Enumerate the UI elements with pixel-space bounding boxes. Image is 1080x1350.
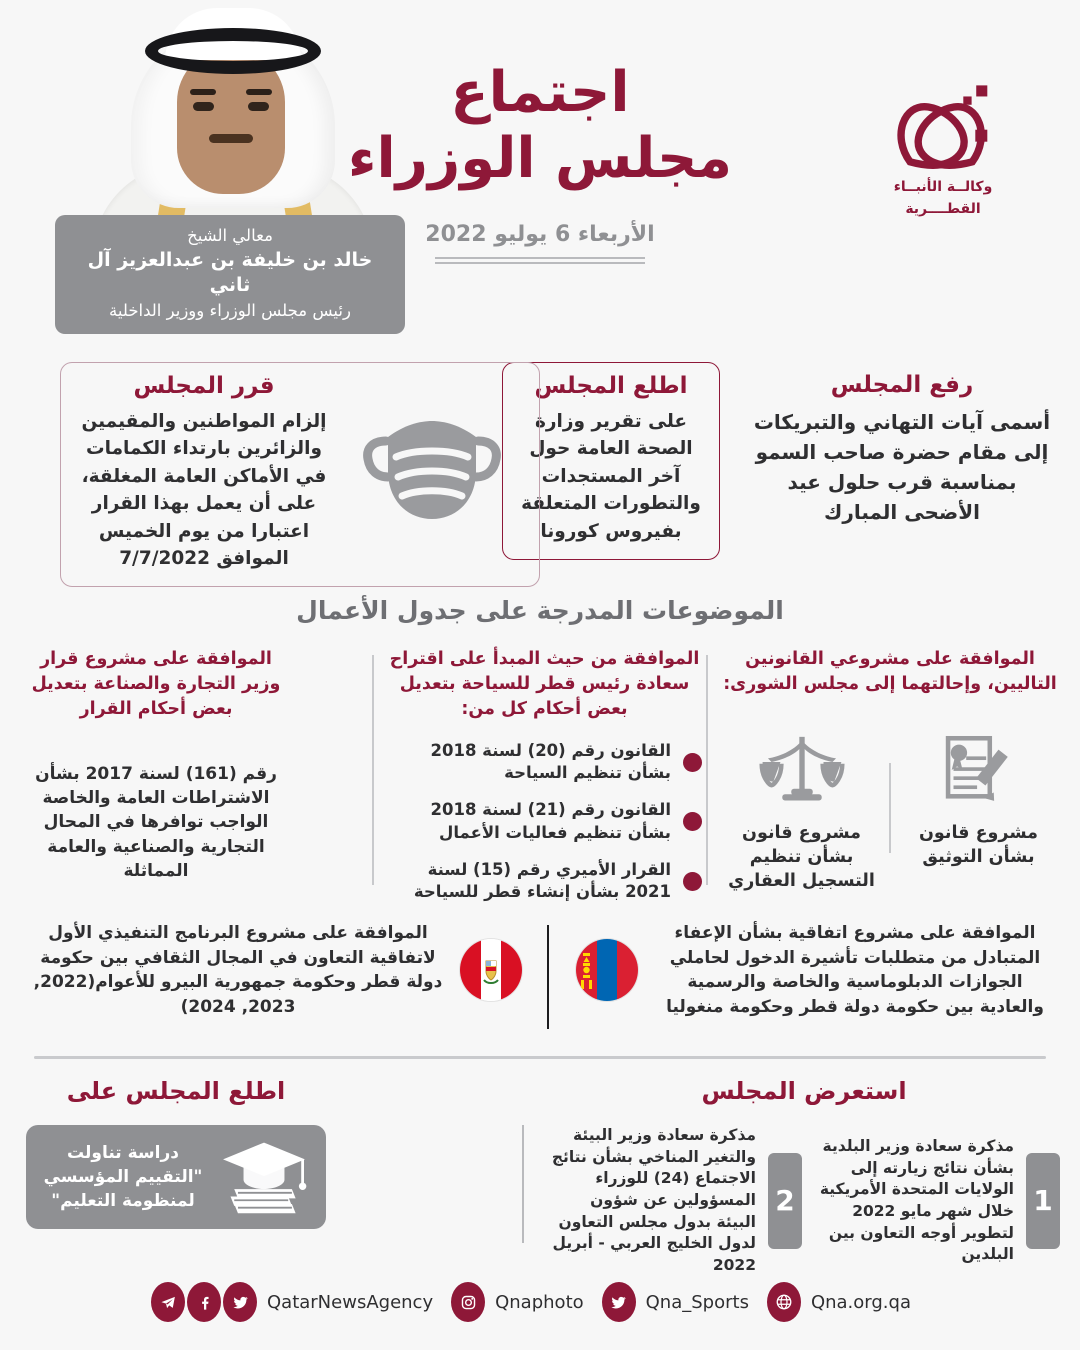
card-decided-body: إلزام المواطنين والمقيمين والزائرين بارتداء الكمامات في الأماكن العامة المغلقة، على أن يعمل بهذا القرار اعتبارا من يوم الخميس الموافق 7/7/2022	[81, 411, 327, 569]
trade-column-body: رقم (161) لسنة 2017 بشأن الاشتراطات العامة والخاصة الواجب توافرها في المحال التجارية والصناعية والعامة المماثلة	[35, 763, 277, 882]
card-raised-title: رفع المجلس	[830, 372, 974, 398]
agenda-column-laws	[720, 647, 1060, 893]
laws-icon-divider	[889, 763, 891, 853]
agreement-mongolia-text: الموافقة على مشروع اتفاقية بشأن الإعفاء المتبادل من متطلبات تأشيرة الدخول لحاملي الجوازات الدبلوماسية والخاصة والرسمية والعادية بين حكومة دولة قطر وحكومة منغوليا	[666, 923, 1044, 1017]
social-handle-qnasports[interactable]: Qna_Sports	[645, 1291, 749, 1313]
list-item	[550, 1125, 802, 1277]
study-card	[26, 1125, 326, 1229]
caption-name: خالد بن خليفة بن عبدالعزيز آل ثاني	[87, 248, 373, 297]
twitter-icon[interactable]	[602, 1282, 636, 1322]
qna-logo-text-line-1: وكالــة الأنبــاء	[893, 179, 993, 195]
card-briefed-title: اطلع المجلس	[534, 373, 688, 399]
qna-logo-text-line-2: القطــــرية	[905, 201, 981, 218]
review-row	[0, 1077, 1080, 1275]
council-statements-row	[0, 362, 1080, 572]
peru-flag-icon	[460, 939, 522, 1001]
council-briefed-on-title: اطلع المجلس على	[66, 1077, 286, 1105]
date-underline-rules	[435, 257, 645, 264]
twitter-icon[interactable]	[223, 1282, 257, 1322]
list-item	[808, 1125, 1060, 1277]
graduation-cap-books-icon	[216, 1137, 312, 1217]
globe-icon[interactable]	[767, 1282, 801, 1322]
bullet-dot-icon	[683, 753, 702, 772]
column-divider-2	[372, 655, 374, 885]
tourism-bullet-3: القرار الأميري رقم (15) لسنة 2021 بشأن إنشاء قطر للسياحة	[413, 859, 671, 902]
agreement-peru-text: الموافقة على مشروع البرنامج التنفيذي الأول لاتفاقية التعاون في المجال الثقافي بين حكومة دولة قطر وحكومة جمهورية البيرو للأعوام(2022, 2023, 2024)	[33, 923, 443, 1017]
header	[0, 0, 1080, 340]
social-entry-qnaphoto[interactable]	[451, 1282, 584, 1322]
laws-icon-pair	[720, 723, 1060, 893]
mongolia-flag-icon	[576, 939, 638, 1001]
list-item	[387, 740, 702, 786]
qna-logo	[868, 78, 1018, 218]
social-footer	[0, 1282, 1080, 1322]
meeting-date: الأربعاء 6 يوليو 2022	[425, 222, 655, 248]
instagram-icon[interactable]	[451, 1282, 485, 1322]
law-item-real-estate-caption: مشروع قانون بشأن تنظيم التسجيل العقاري	[728, 822, 875, 891]
page-title-line-1: اجتماع	[450, 60, 630, 125]
council-reviewed-block	[548, 1077, 1060, 1277]
council-reviewed-title: استعرض المجلس	[701, 1077, 907, 1105]
qna-logo-mark-icon	[887, 78, 999, 174]
item-number-badge-1: 1	[1026, 1153, 1060, 1249]
card-council-decided	[60, 362, 540, 587]
laws-column-heading: الموافقة على مشروعي القانونين التاليين، وإحالتهما إلى مجلس الشورى:	[723, 649, 1057, 694]
social-handle-qatarnewsagency[interactable]: QatarNewsAgency	[267, 1291, 434, 1313]
law-item-documentation-caption: مشروع قانون بشأن التوثيق	[919, 822, 1038, 867]
council-briefed-block	[26, 1077, 326, 1229]
social-handle-qnaphoto[interactable]: Qnaphoto	[495, 1291, 584, 1313]
agreement-mongolia	[576, 921, 1056, 1020]
card-briefed-body: على تقرير وزارة الصحة العامة حول آخر المستجدات والتطورات المتعلقة بفيروس كورونا	[521, 411, 701, 542]
card-decided-text-wrap	[77, 373, 331, 572]
card-council-raised	[752, 362, 1052, 527]
certificate-pen-icon	[897, 723, 1060, 809]
bullet-dot-icon	[683, 812, 702, 831]
social-entry-qatarnewsagency[interactable]	[151, 1282, 433, 1322]
agenda-columns-row	[0, 647, 1080, 902]
law-item-documentation	[897, 723, 1060, 893]
section-divider	[34, 1056, 1046, 1059]
reviewed-item-1-text: مذكرة سعادة وزير البلدية بشأن نتائج زيارته إلى الولايات المتحدة الأمريكية خلال شهر مايو 2022 لتطوير أوجه التعاون بين البلدين	[819, 1136, 1014, 1264]
bullet-dot-icon	[683, 872, 702, 891]
card-decided-title: قرر المجلس	[133, 373, 275, 399]
item-number-badge-2: 2	[768, 1153, 802, 1249]
tourism-bullet-2: القانون رقم (21) لسنة 2018 بشأن تنظيم فعاليات الأعمال	[430, 800, 671, 842]
agreement-peru	[32, 921, 522, 1020]
face-mask-icon	[341, 373, 523, 537]
study-card-text: دراسة تناولت "التقييم المؤسسي لمنظومة التعليم"	[43, 1142, 203, 1212]
tourism-column-heading: الموافقة من حيث المبدأ على اقتراح سعادة رئيس قطر للسياحة بتعديل بعض أحكام كل من:	[389, 649, 700, 719]
flags-column-divider	[547, 925, 549, 1029]
social-entry-qnasports[interactable]	[602, 1282, 749, 1322]
scales-of-justice-icon	[720, 723, 883, 809]
caption-role: رئيس مجلس الوزراء ووزير الداخلية	[109, 300, 351, 320]
column-divider-1	[706, 655, 708, 885]
page-title-line-2: مجلس الوزراء	[347, 126, 733, 192]
agreements-flags-row	[0, 915, 1080, 1040]
agenda-heading: الموضوعات المدرجة على جدول الأعمال	[296, 596, 784, 625]
trade-column-heading: الموافقة على مشروع قرار وزير التجارة والصناعة بتعديل بعض أحكام القرار	[31, 649, 281, 719]
agenda-column-trade	[22, 647, 290, 884]
review-column-divider	[522, 1125, 524, 1243]
facebook-icon[interactable]	[187, 1282, 221, 1322]
caption-honorific: معالي الشيخ	[187, 225, 273, 245]
social-entry-website[interactable]	[767, 1282, 911, 1322]
reviewed-items-list	[548, 1125, 1060, 1277]
card-raised-body: أسمى آيات التهاني والتبريكات إلى مقام حضرة صاحب السمو بمناسبة قرب حلول عيد الأضحى المبارك	[753, 410, 1051, 524]
telegram-icon[interactable]	[151, 1282, 185, 1322]
list-item	[387, 859, 702, 905]
agenda-column-tourism	[387, 647, 702, 918]
tourism-bullet-1: القانون رقم (20) لسنة 2018 بشأن تنظيم السياحة	[430, 740, 671, 783]
reviewed-item-2-text: مذكرة سعادة وزير البيئة والتغير المناخي بشأن نتائج الاجتماع (24) للوزراء المسؤولين عن شؤون البيئة بدول مجلس التعاون لدول الخليج العربي - أبريل 2022	[551, 1126, 756, 1275]
social-handle-website[interactable]: Qna.org.qa	[810, 1291, 911, 1313]
tourism-bullet-list	[387, 740, 702, 905]
law-item-real-estate	[720, 723, 883, 893]
list-item	[387, 799, 702, 845]
